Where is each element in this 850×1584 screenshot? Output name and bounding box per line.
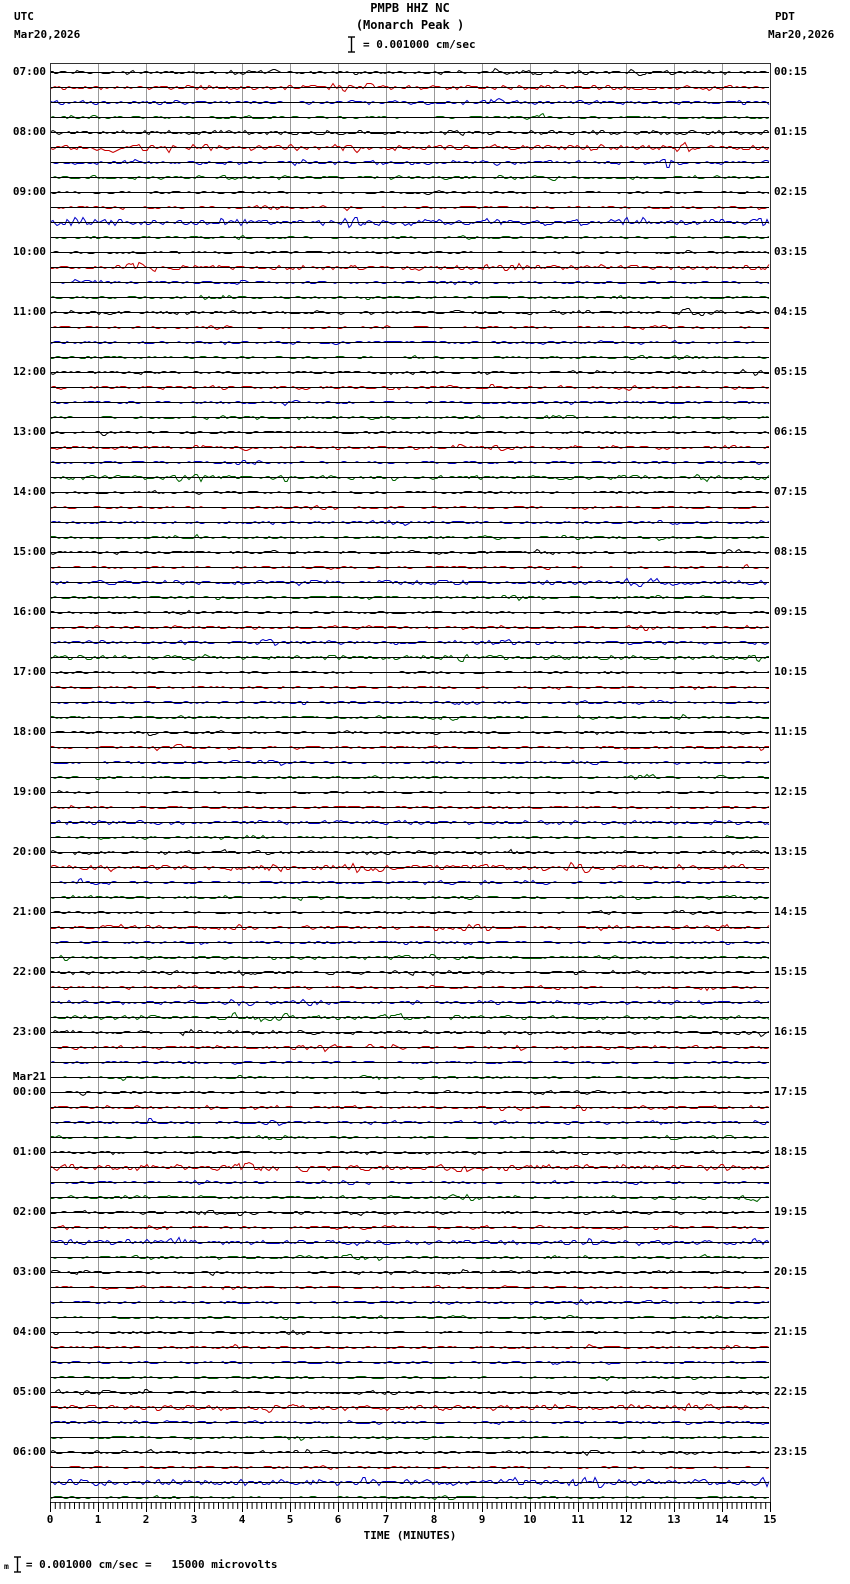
trace-row <box>51 640 769 646</box>
trace-row <box>51 1270 769 1276</box>
pdt-hour-label: 01:15 <box>774 125 808 138</box>
utc-hour-label: 03:00 <box>12 1265 46 1278</box>
pdt-hour-label: 05:15 <box>774 365 808 378</box>
x-axis-tick-label: 8 <box>430 1513 438 1526</box>
pdt-hour-label: 19:15 <box>774 1205 808 1218</box>
trace-row <box>51 1030 769 1037</box>
trace-row <box>51 206 769 211</box>
trace-row <box>51 1421 769 1425</box>
station-title: PMPB HHZ NC <box>370 1 450 15</box>
trace-row <box>51 731 769 736</box>
trace-row <box>51 1331 769 1335</box>
trace-row <box>51 1211 769 1216</box>
trace-row <box>51 942 769 945</box>
trace-row <box>51 1496 769 1500</box>
trace-row <box>51 432 769 436</box>
trace-row <box>51 1466 769 1470</box>
pdt-hour-label: 04:15 <box>774 305 808 318</box>
scale-footnote <box>4 1556 278 1573</box>
trace-row <box>51 251 769 254</box>
trace-row <box>51 218 769 228</box>
x-axis-tick-label: 13 <box>667 1513 681 1526</box>
footnote-text: = 0.001000 cm/sec = 15000 microvolts <box>25 1558 278 1571</box>
trace-row <box>51 1136 769 1140</box>
utc-hour-label: 10:00 <box>12 245 46 258</box>
trace-row <box>51 326 769 330</box>
trace-row <box>51 1045 769 1052</box>
x-axis-tick-label: 11 <box>571 1513 585 1526</box>
trace-row <box>51 971 769 976</box>
trace-row <box>51 925 769 931</box>
utc-hour-label: 20:00 <box>12 845 46 858</box>
pdt-hour-label: 06:15 <box>774 425 808 438</box>
pdt-hour-label: 20:15 <box>774 1265 808 1278</box>
trace-row <box>51 506 769 510</box>
trace-row <box>51 416 769 420</box>
trace-row <box>51 1300 769 1305</box>
pdt-hour-label: 07:15 <box>774 485 808 498</box>
x-axis-title: TIME (MINUTES) <box>363 1529 457 1542</box>
trace-row <box>51 356 769 360</box>
trace-row <box>51 791 769 794</box>
pdt-hour-label: 17:15 <box>774 1085 808 1098</box>
utc-hour-label: 06:00 <box>12 1445 46 1458</box>
x-axis-tick-label: 5 <box>286 1513 294 1526</box>
amplitude-scale-bar-icon <box>13 1556 22 1573</box>
trace-row <box>51 1286 769 1290</box>
utc-hour-label: 11:00 <box>12 305 46 318</box>
trace-row <box>51 1377 769 1381</box>
x-axis-tick-label: 6 <box>334 1513 342 1526</box>
pdt-hour-label: 18:15 <box>774 1145 808 1158</box>
pdt-hour-label: 22:15 <box>774 1385 808 1398</box>
x-axis-tick-label: 1 <box>94 1513 102 1526</box>
plot-grid <box>51 63 771 1503</box>
trace-row <box>51 401 769 406</box>
trace-row <box>51 1163 769 1172</box>
x-axis-tick-label: 4 <box>238 1513 246 1526</box>
pdt-hour-label: 11:15 <box>774 725 808 738</box>
utc-hour-label: 15:00 <box>12 545 46 558</box>
utc-hour-label: 02:00 <box>12 1205 46 1218</box>
trace-row <box>51 69 769 76</box>
trace-row <box>51 1106 769 1111</box>
trace-row <box>51 1345 769 1350</box>
trace-row <box>51 99 769 105</box>
trace-row <box>51 955 769 961</box>
pdt-hour-label: 10:15 <box>774 665 808 678</box>
trace-row <box>51 879 769 885</box>
trace-row <box>51 160 769 168</box>
trace-row <box>51 341 769 345</box>
left-date-label: Mar20,2026 <box>14 28 81 41</box>
pdt-hour-label: 09:15 <box>774 605 808 618</box>
trace-row <box>51 611 769 615</box>
trace-row <box>51 1151 769 1155</box>
utc-hour-label: 08:00 <box>12 125 46 138</box>
trace-row <box>51 236 769 240</box>
x-axis-ticks <box>51 1502 771 1512</box>
utc-hour-label: 14:00 <box>12 485 46 498</box>
pdt-hour-label: 16:15 <box>774 1025 808 1038</box>
trace-row <box>51 701 769 705</box>
trace-row <box>51 1062 769 1065</box>
trace-row <box>51 1437 769 1441</box>
trace-row <box>51 296 769 300</box>
x-axis-tick-label: 3 <box>190 1513 198 1526</box>
trace-row <box>51 821 769 825</box>
trace-row <box>51 863 769 873</box>
utc-hour-label: 05:00 <box>12 1385 46 1398</box>
trace-row <box>51 596 769 601</box>
pdt-hour-label: 21:15 <box>774 1325 808 1338</box>
trace-row <box>51 461 769 465</box>
trace-row <box>51 1478 769 1488</box>
utc-hour-label: 09:00 <box>12 185 46 198</box>
trace-row <box>51 370 769 376</box>
trace-row <box>51 672 769 674</box>
utc-hour-label: 04:00 <box>12 1325 46 1338</box>
trace-row <box>51 850 769 855</box>
trace-row <box>51 687 769 690</box>
x-axis-tick-label: 10 <box>523 1513 537 1526</box>
pdt-hour-label: 00:15 <box>774 65 808 78</box>
utc-hour-label: 01:00 <box>12 1145 46 1158</box>
trace-row <box>51 1076 769 1081</box>
left-timezone-label: UTC <box>14 10 34 23</box>
trace-row <box>51 896 769 901</box>
trace-row <box>51 1450 769 1456</box>
utc-hour-label: 22:00 <box>12 965 46 978</box>
utc-hour-label: 13:00 <box>12 425 46 438</box>
x-axis-tick-label: 0 <box>46 1513 54 1526</box>
x-axis-tick-label: 12 <box>619 1513 633 1526</box>
utc-hour-label: 19:00 <box>12 785 46 798</box>
scale-text: = 0.001000 cm/sec <box>363 38 476 51</box>
trace-row <box>51 715 769 721</box>
utc-hour-label: 00:00 <box>12 1085 46 1098</box>
utc-hour-label: 17:00 <box>12 665 46 678</box>
trace-row <box>51 535 769 541</box>
trace-row <box>51 565 769 570</box>
trace-row <box>51 1404 769 1413</box>
utc-hour-label: 21:00 <box>12 905 46 918</box>
trace-row <box>51 745 769 751</box>
pdt-hour-label: 08:15 <box>774 545 808 558</box>
trace-row <box>51 143 769 153</box>
trace-row <box>51 475 769 482</box>
pdt-hour-label: 13:15 <box>774 845 808 858</box>
trace-row <box>51 84 769 92</box>
trace-row <box>51 445 769 451</box>
utc-hour-label: 12:00 <box>12 365 46 378</box>
x-axis-tick-label: 14 <box>715 1513 729 1526</box>
footnote-prefix: m <box>4 1562 9 1571</box>
trace-row <box>51 263 769 272</box>
pdt-hour-label: 12:15 <box>774 785 808 798</box>
trace-row <box>51 114 769 120</box>
trace-row <box>51 1013 769 1022</box>
trace-row <box>51 1238 769 1246</box>
trace-row <box>51 521 769 526</box>
pdt-hour-label: 15:15 <box>774 965 808 978</box>
pdt-hour-label: 23:15 <box>774 1445 808 1458</box>
x-axis-tick-label: 9 <box>478 1513 486 1526</box>
trace-row <box>51 491 769 495</box>
trace-row <box>51 579 769 587</box>
x-axis-tick-label: 2 <box>142 1513 150 1526</box>
trace-row <box>51 1362 769 1365</box>
trace-row <box>51 131 769 136</box>
trace-row <box>51 1000 769 1006</box>
right-timezone-label: PDT <box>775 10 795 23</box>
trace-row <box>51 385 769 391</box>
trace-row <box>51 655 769 662</box>
trace-row <box>51 1091 769 1096</box>
utc-hour-label: 18:00 <box>12 725 46 738</box>
station-subtitle: (Monarch Peak ) <box>355 18 465 32</box>
date-change-label: Mar21 <box>12 1070 46 1083</box>
trace-row <box>51 806 769 809</box>
utc-hour-label: 07:00 <box>12 65 46 78</box>
trace-row <box>51 775 769 780</box>
trace-row <box>51 1119 769 1126</box>
trace-row <box>51 1195 769 1202</box>
trace-row <box>51 836 769 840</box>
trace-row <box>51 176 769 181</box>
trace-row <box>51 1226 769 1230</box>
trace-row <box>51 911 769 915</box>
trace-row <box>51 1181 769 1185</box>
utc-hour-label: 23:00 <box>12 1025 46 1038</box>
trace-row <box>51 761 769 766</box>
trace-row <box>51 550 769 555</box>
pdt-hour-label: 14:15 <box>774 905 808 918</box>
trace-row <box>51 626 769 631</box>
trace-row <box>51 1390 769 1395</box>
trace-row <box>51 1255 769 1261</box>
trace-row <box>51 986 769 991</box>
trace-row <box>51 1316 769 1320</box>
utc-hour-label: 16:00 <box>12 605 46 618</box>
trace-row <box>51 309 769 316</box>
x-axis-tick-label: 15 <box>763 1513 777 1526</box>
x-axis-tick-label: 7 <box>382 1513 390 1526</box>
right-date-label: Mar20,2026 <box>768 28 835 41</box>
pdt-hour-label: 02:15 <box>774 185 808 198</box>
pdt-hour-label: 03:15 <box>774 245 808 258</box>
trace-row <box>51 191 769 195</box>
trace-row <box>51 280 769 285</box>
